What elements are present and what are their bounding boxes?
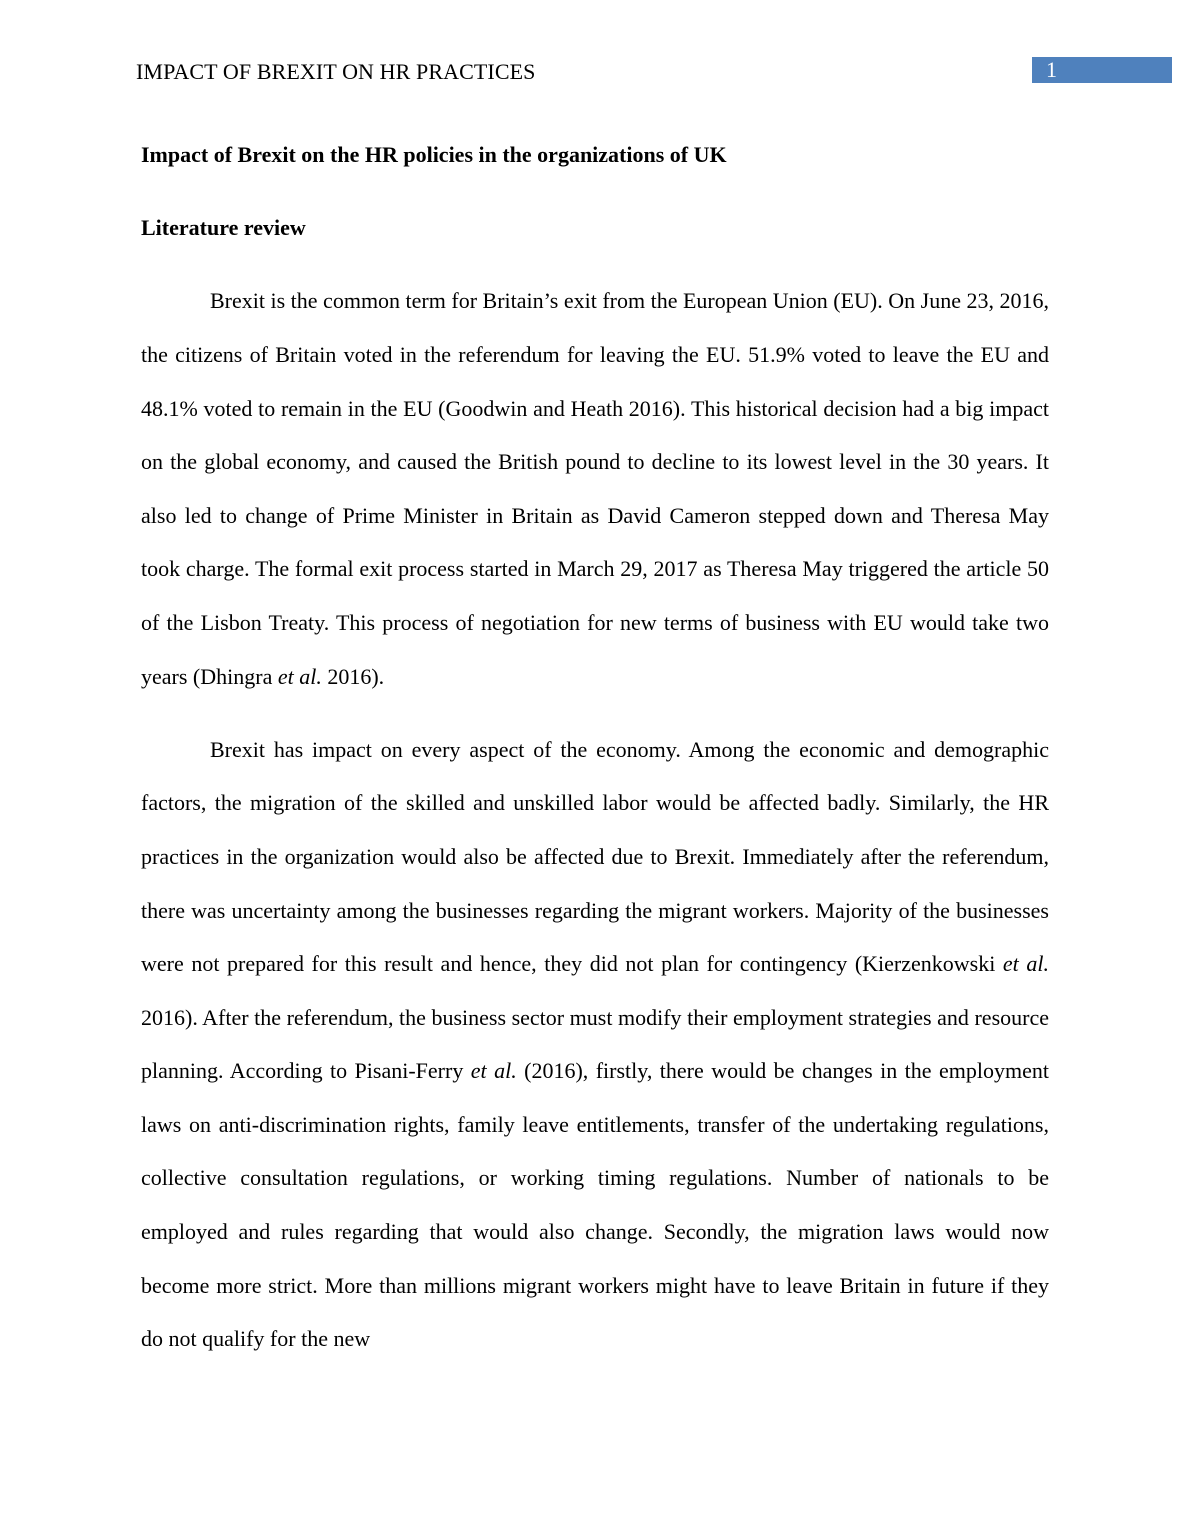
paragraph-2-text-c: (2016), firstly, there would be changes in the employment laws on anti-discrimination rights, family leave entitlements, transfer of the undertaking regulations, collective consultation regulations, or working timing regulations. Number of nationals to be employed and rules regarding that would also change. Secondly, the migration laws would now become more strict. More than millions migrant workers might have to leave Britain in future if they do not qualify for the new: [141, 1058, 1049, 1352]
paragraph-2-text-b: 2016). After the referendum, the business sector must modify their employment strategies and resource planning. According to Pisani-Ferry: [141, 1004, 1049, 1084]
paragraph-2: [141, 723, 1049, 1366]
paragraph-2-italic-a: et al.: [1002, 951, 1049, 977]
paragraph-1-text-b: 2016).: [321, 663, 385, 689]
paragraph-1-text-a: Brexit is the common term for Britain’s exit from the European Union (EU). On June 23, 2016, the citizens of Britain voted in the referendum for leaving the EU. 51.9% voted to leave the EU and 48.1% voted to remain in the EU (Goodwin and Heath 2016). This historical decision had a big impact on the global economy, and caused the British pound to decline to its lowest level in the 30 years. It also led to change of Prime Minister in Britain as David Cameron stepped down and Theresa May took charge. The formal exit process started in March 29, 2017 as Theresa May triggered the article 50 of the Lisbon Treaty. This process of negotiation for new terms of business with EU would take two years (Dhingra: [141, 288, 1049, 689]
document-title: Impact of Brexit on the HR policies in the organizations of UK: [141, 142, 727, 167]
paragraph-2-text-a: Brexit has impact on every aspect of the economy. Among the economic and demographic factors, the migration of the skilled and unskilled labor would be affected badly. Similarly, the HR practices in the organization would also be affected due to Brexit. Immediately after the referendum, there was uncertainty among the businesses regarding the migrant workers. Majority of the businesses were not prepared for this result and hence, they did not plan for contingency (Kierzenkowski: [141, 736, 1049, 977]
document-body: [141, 128, 1049, 1385]
paragraph-1: [141, 274, 1049, 703]
paragraph-2-italic-b: et al.: [470, 1058, 517, 1084]
paragraph-1-italic-a: et al.: [277, 663, 322, 689]
page-number-box: [1032, 57, 1172, 83]
section-heading: Literature review: [141, 215, 306, 241]
running-head: IMPACT OF BREXIT ON HR PRACTICES: [136, 59, 536, 84]
page-number: 1: [1046, 57, 1057, 82]
